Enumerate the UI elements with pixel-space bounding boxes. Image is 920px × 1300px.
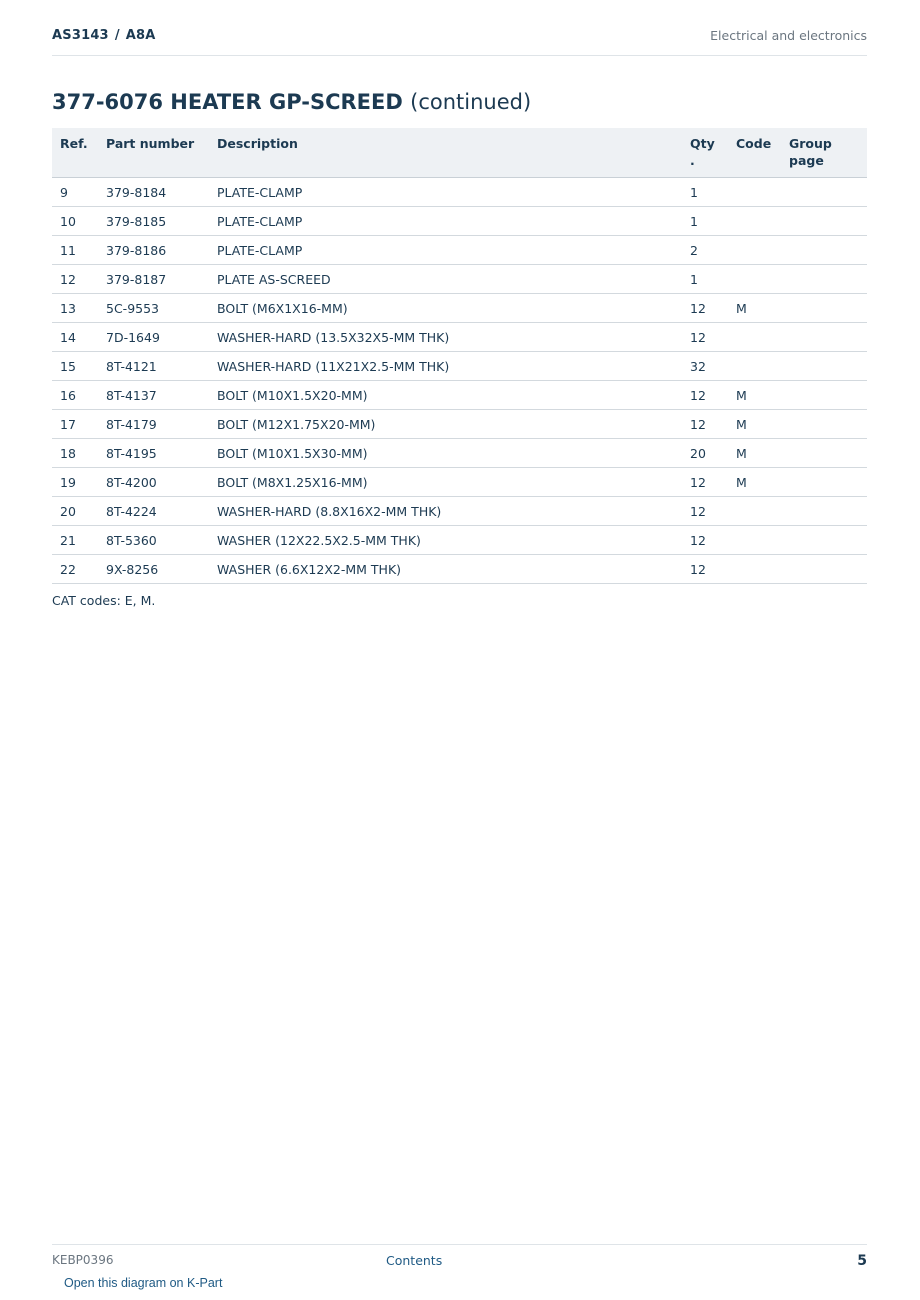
table-row <box>52 468 867 497</box>
cell-qty: 20 <box>682 439 728 468</box>
cell-description: PLATE-CLAMP <box>209 236 682 265</box>
table-row <box>52 410 867 439</box>
table-row <box>52 265 867 294</box>
cell-group-page <box>781 294 867 323</box>
cell-code <box>728 352 781 381</box>
cell-qty: 12 <box>682 555 728 584</box>
column-header-ref: Ref. <box>52 128 98 178</box>
cell-group-page <box>781 439 867 468</box>
cell-ref: 22 <box>52 555 98 584</box>
column-header-part-number: Part number <box>98 128 209 178</box>
section-name: Electrical and electronics <box>710 28 867 43</box>
document-id <box>52 28 156 43</box>
cell-ref: 9 <box>52 178 98 207</box>
cell-code: M <box>728 381 781 410</box>
cell-group-page <box>781 178 867 207</box>
cell-qty: 1 <box>682 178 728 207</box>
cell-part-number: 9X-8256 <box>98 555 209 584</box>
cell-group-page <box>781 468 867 497</box>
page-title <box>52 90 531 114</box>
cell-description: WASHER-HARD (8.8X16X2-MM THK) <box>209 497 682 526</box>
cell-ref: 10 <box>52 207 98 236</box>
table-row <box>52 178 867 207</box>
cell-description: PLATE-CLAMP <box>209 178 682 207</box>
cell-description: WASHER (12X22.5X2.5-MM THK) <box>209 526 682 555</box>
cell-ref: 18 <box>52 439 98 468</box>
table-row <box>52 352 867 381</box>
table-row <box>52 381 867 410</box>
cell-ref: 12 <box>52 265 98 294</box>
cell-ref: 13 <box>52 294 98 323</box>
cell-code: M <box>728 294 781 323</box>
cat-codes-note: CAT codes: E, M. <box>52 593 156 608</box>
cell-description: BOLT (M10X1.5X20-MM) <box>209 381 682 410</box>
table-row <box>52 294 867 323</box>
cell-ref: 16 <box>52 381 98 410</box>
cell-ref: 11 <box>52 236 98 265</box>
parts-table <box>52 128 867 584</box>
column-header-group-page: Group page <box>781 128 867 178</box>
column-header-description: Description <box>209 128 682 178</box>
cell-group-page <box>781 265 867 294</box>
cell-part-number: 379-8184 <box>98 178 209 207</box>
cell-code <box>728 497 781 526</box>
cell-code <box>728 207 781 236</box>
cell-part-number: 8T-4224 <box>98 497 209 526</box>
cell-description: WASHER-HARD (13.5X32X5-MM THK) <box>209 323 682 352</box>
cell-qty: 12 <box>682 294 728 323</box>
cell-ref: 17 <box>52 410 98 439</box>
cell-part-number: 5C-9553 <box>98 294 209 323</box>
page-header <box>52 28 867 56</box>
column-header-qty: Qty . <box>682 128 728 178</box>
cell-description: WASHER (6.6X12X2-MM THK) <box>209 555 682 584</box>
cell-ref: 19 <box>52 468 98 497</box>
open-on-kpart-link[interactable]: Open this diagram on K-Part <box>64 1276 223 1290</box>
cell-code: M <box>728 468 781 497</box>
cell-ref: 15 <box>52 352 98 381</box>
table-row <box>52 439 867 468</box>
cell-group-page <box>781 236 867 265</box>
cell-code <box>728 178 781 207</box>
cell-qty: 12 <box>682 526 728 555</box>
cell-qty: 1 <box>682 265 728 294</box>
contents-link[interactable]: Contents <box>386 1253 443 1268</box>
cell-group-page <box>781 207 867 236</box>
table-row <box>52 207 867 236</box>
cell-code <box>728 236 781 265</box>
table-row <box>52 526 867 555</box>
id-separator: / <box>114 28 120 43</box>
cell-part-number: 8T-4195 <box>98 439 209 468</box>
cell-description: PLATE AS-SCREED <box>209 265 682 294</box>
cell-qty: 12 <box>682 381 728 410</box>
cell-code <box>728 323 781 352</box>
cell-group-page <box>781 526 867 555</box>
cell-part-number: 379-8186 <box>98 236 209 265</box>
cell-ref: 14 <box>52 323 98 352</box>
cell-group-page <box>781 410 867 439</box>
table-row <box>52 497 867 526</box>
table-row <box>52 555 867 584</box>
cell-part-number: 8T-4200 <box>98 468 209 497</box>
cell-code: M <box>728 410 781 439</box>
title-suffix: (continued) <box>410 90 532 114</box>
cell-part-number: 7D-1649 <box>98 323 209 352</box>
cell-qty: 32 <box>682 352 728 381</box>
cell-qty: 12 <box>682 468 728 497</box>
cell-description: BOLT (M8X1.25X16-MM) <box>209 468 682 497</box>
cell-description: WASHER-HARD (11X21X2.5-MM THK) <box>209 352 682 381</box>
cell-code <box>728 265 781 294</box>
cell-group-page <box>781 323 867 352</box>
cell-qty: 12 <box>682 497 728 526</box>
cell-ref: 20 <box>52 497 98 526</box>
document-code: KEBP0396 <box>52 1253 114 1267</box>
cell-qty: 12 <box>682 323 728 352</box>
serial-prefix: A8A <box>125 28 156 43</box>
table-row <box>52 236 867 265</box>
cell-part-number: 8T-4137 <box>98 381 209 410</box>
table-row <box>52 323 867 352</box>
cell-code <box>728 526 781 555</box>
cell-qty: 1 <box>682 207 728 236</box>
cell-description: BOLT (M6X1X16-MM) <box>209 294 682 323</box>
page-footer <box>52 1244 867 1273</box>
table-header-row <box>52 128 867 178</box>
cell-qty: 12 <box>682 410 728 439</box>
page-number: 5 <box>857 1253 867 1269</box>
model-number: AS3143 <box>52 28 109 43</box>
cell-part-number: 379-8185 <box>98 207 209 236</box>
cell-part-number: 379-8187 <box>98 265 209 294</box>
cell-part-number: 8T-5360 <box>98 526 209 555</box>
cell-ref: 21 <box>52 526 98 555</box>
title-main: 377-6076 HEATER GP-SCREED <box>52 90 403 114</box>
cell-qty: 2 <box>682 236 728 265</box>
cell-description: BOLT (M12X1.75X20-MM) <box>209 410 682 439</box>
column-header-code: Code <box>728 128 781 178</box>
cell-group-page <box>781 381 867 410</box>
cell-group-page <box>781 497 867 526</box>
cell-group-page <box>781 555 867 584</box>
cell-code: M <box>728 439 781 468</box>
cell-description: PLATE-CLAMP <box>209 207 682 236</box>
cell-code <box>728 555 781 584</box>
cell-part-number: 8T-4179 <box>98 410 209 439</box>
cell-group-page <box>781 352 867 381</box>
cell-part-number: 8T-4121 <box>98 352 209 381</box>
cell-description: BOLT (M10X1.5X30-MM) <box>209 439 682 468</box>
